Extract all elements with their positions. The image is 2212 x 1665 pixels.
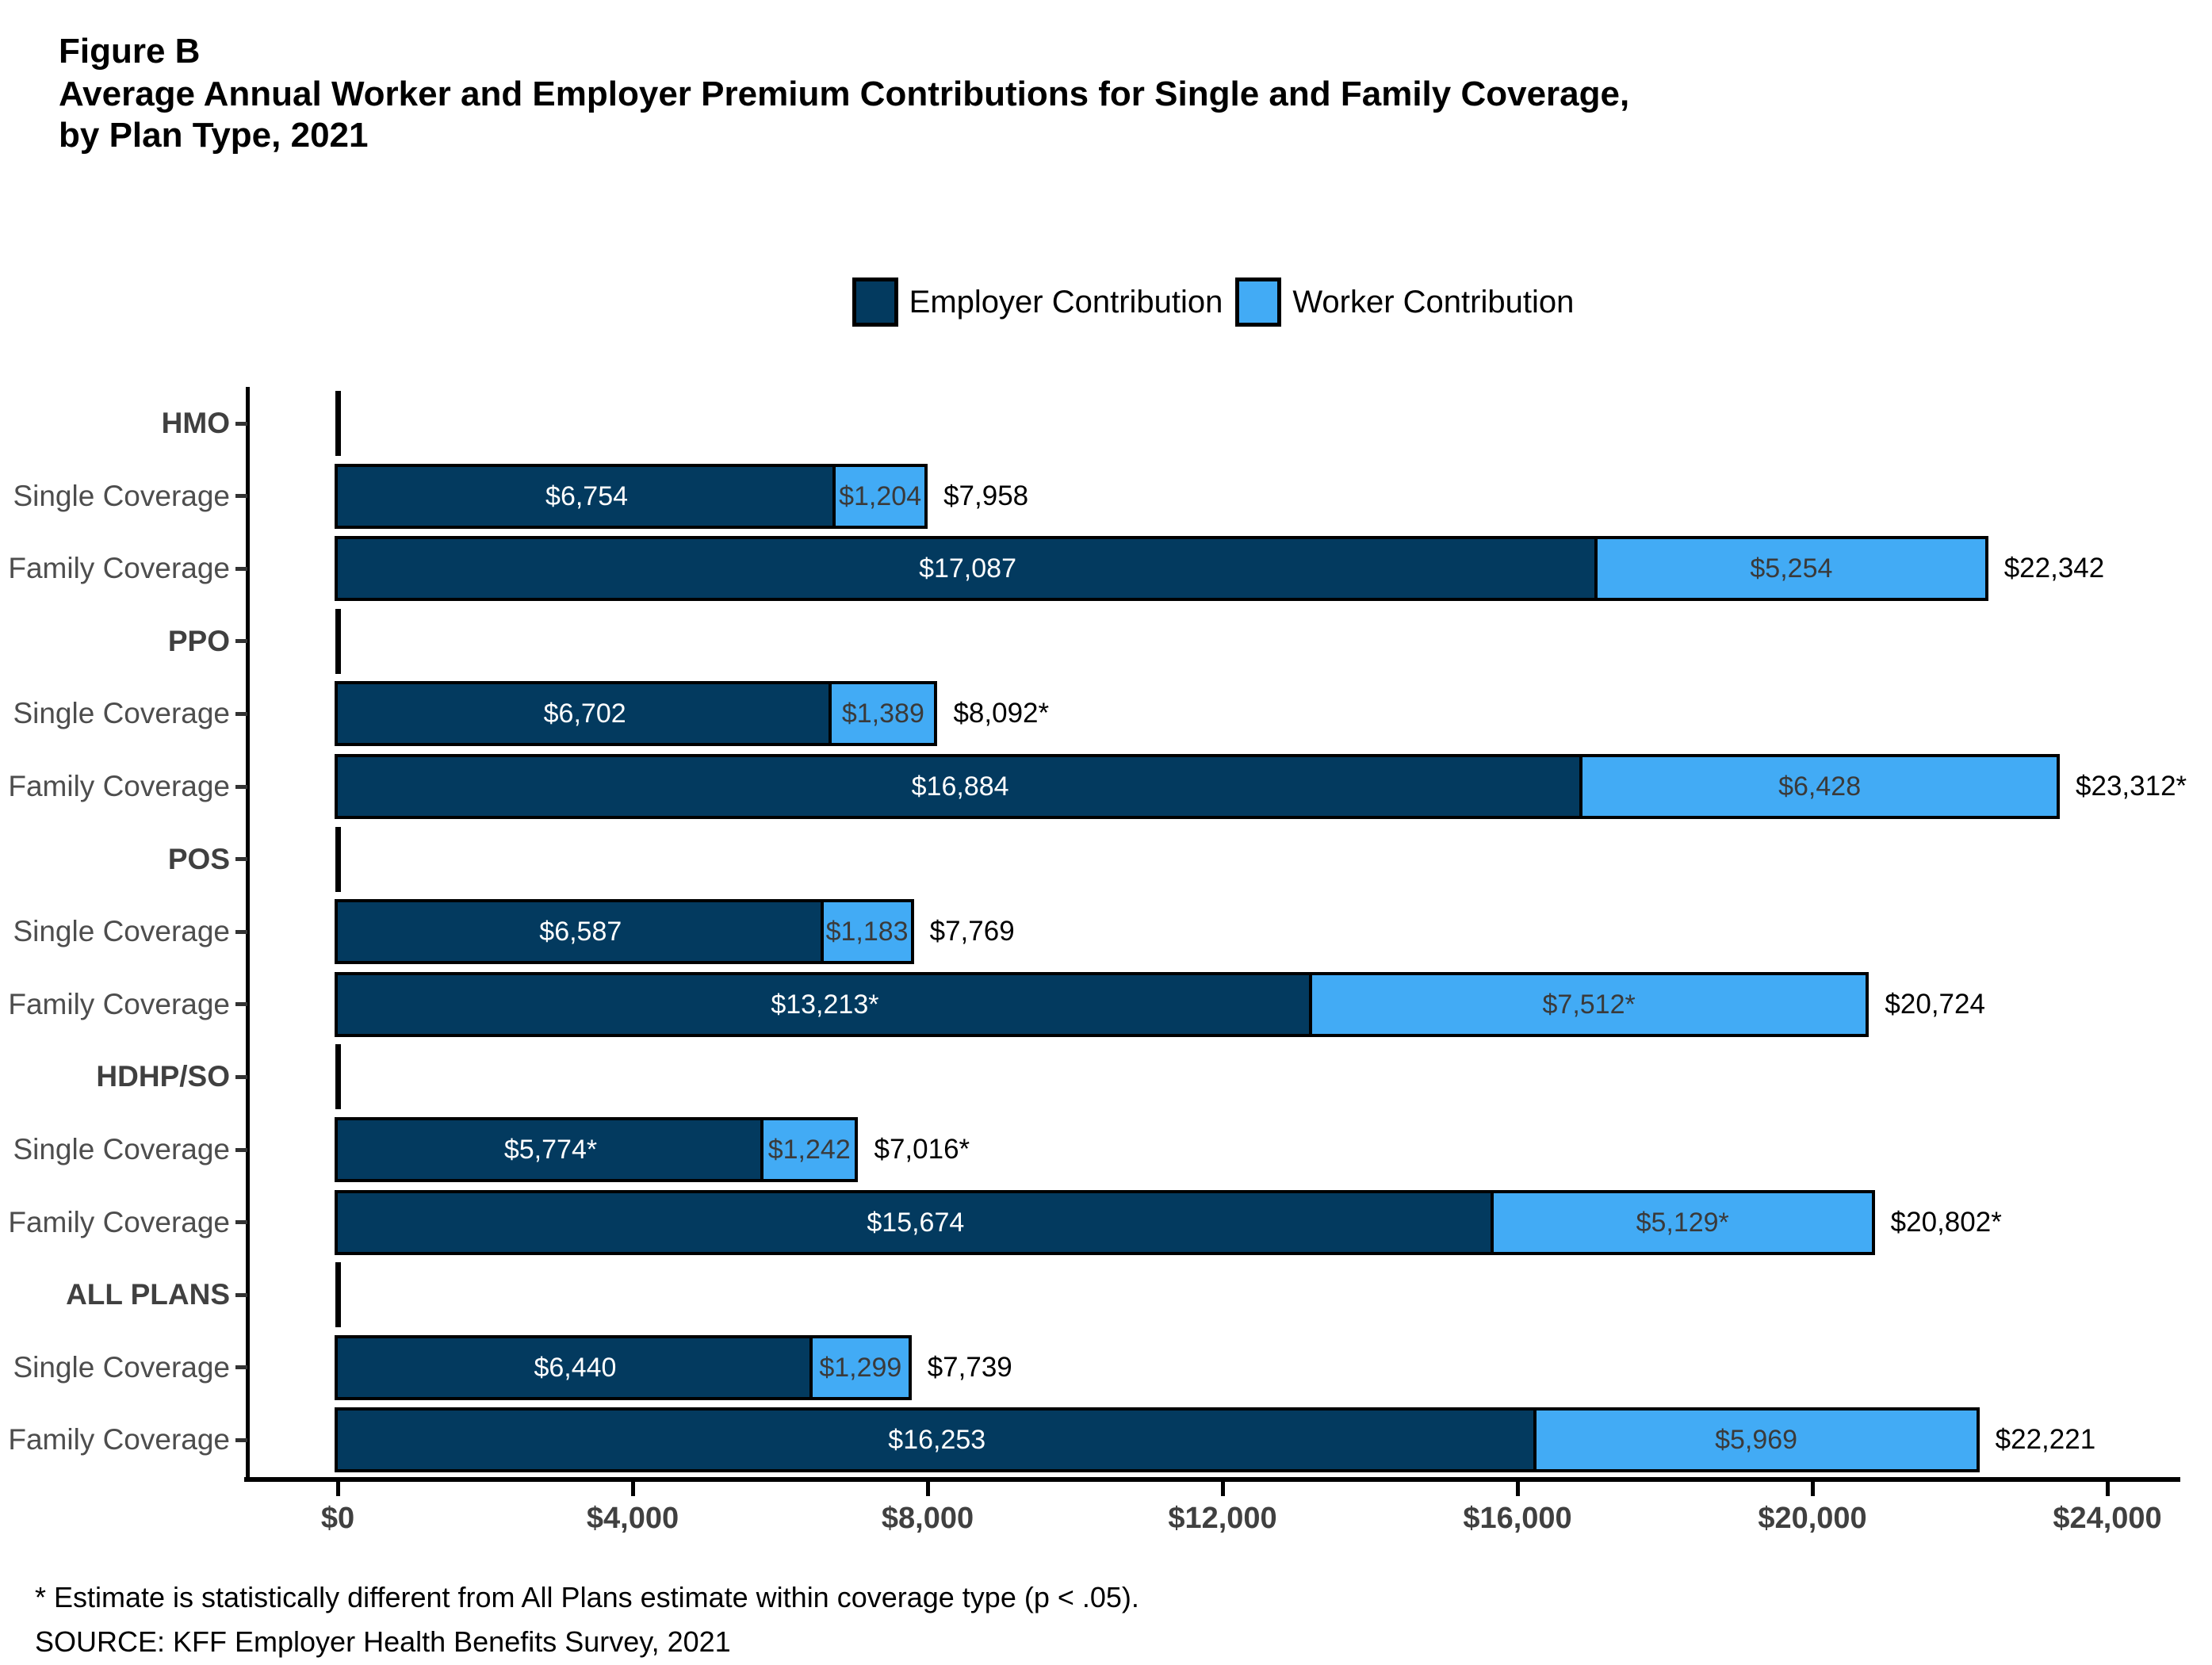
zero-baseline-mark	[335, 827, 341, 892]
x-tick	[1516, 1482, 1520, 1496]
x-tick	[631, 1482, 635, 1496]
x-tick	[1811, 1482, 1815, 1496]
y-label-group: POS	[167, 842, 230, 875]
y-label: Single Coverage	[13, 479, 230, 512]
y-tick	[235, 1075, 247, 1079]
total-label: $20,724	[1885, 988, 1985, 1020]
stacked-bar	[335, 754, 2060, 819]
y-tick	[235, 712, 247, 716]
zero-baseline-mark	[335, 1262, 341, 1327]
total-label: $7,769	[929, 916, 1015, 947]
stacked-bar	[335, 1190, 1875, 1255]
stacked-bar	[335, 1407, 1980, 1472]
y-tick	[235, 1438, 247, 1442]
employer-segment-label: $6,702	[543, 699, 626, 729]
stacked-bar	[335, 1335, 912, 1400]
stacked-bar	[335, 899, 914, 964]
x-tick-label: $4,000	[586, 1502, 679, 1535]
y-tick	[235, 1220, 247, 1224]
y-label: Family Coverage	[8, 552, 230, 585]
y-label: Single Coverage	[13, 1350, 230, 1384]
stacked-bar	[335, 681, 937, 746]
total-label: $7,739	[927, 1351, 1012, 1383]
y-label: Family Coverage	[8, 987, 230, 1020]
total-label: $22,342	[2003, 553, 2105, 584]
y-label: Single Coverage	[13, 915, 230, 948]
worker-segment: $5,969	[1533, 1410, 1977, 1469]
stacked-bar	[335, 972, 1869, 1037]
worker-segment: $1,242	[760, 1120, 855, 1179]
figure-label: Figure B	[59, 32, 201, 71]
worker-segment: $5,129*	[1491, 1193, 1872, 1252]
y-tick	[235, 930, 247, 934]
employer-segment-label: $16,253	[888, 1425, 986, 1456]
y-tick	[235, 1293, 247, 1297]
y-tick	[235, 422, 247, 426]
y-tick	[235, 567, 247, 571]
y-label: Family Coverage	[8, 1205, 230, 1238]
y-tick	[235, 494, 247, 498]
worker-segment: $6,428	[1579, 757, 2057, 816]
legend-label-worker: Worker Contribution	[1292, 284, 1575, 320]
x-axis-line	[244, 1477, 2180, 1482]
total-label: $7,016*	[874, 1134, 970, 1165]
zero-baseline-mark	[335, 609, 341, 674]
y-label-group: HMO	[161, 407, 230, 439]
worker-segment: $1,204	[832, 467, 924, 526]
employer-segment-label: $17,087	[919, 553, 1016, 584]
x-tick-label: $24,000	[2053, 1502, 2162, 1535]
employer-segment-label: $13,213*	[771, 989, 879, 1020]
x-tick-label: $8,000	[881, 1502, 974, 1535]
stacked-bar	[335, 1117, 858, 1182]
total-label: $22,221	[1995, 1424, 2096, 1456]
y-label: Family Coverage	[8, 1423, 230, 1456]
employer-segment-label: $6,587	[539, 917, 622, 947]
stacked-bar	[335, 464, 928, 529]
x-tick-label: $16,000	[1463, 1502, 1572, 1535]
y-axis-line	[246, 387, 250, 1482]
figure-title-line2: by Plan Type, 2021	[59, 116, 369, 155]
x-tick-label: $20,000	[1758, 1502, 1867, 1535]
worker-segment: $5,254	[1594, 539, 1985, 598]
x-tick	[2106, 1482, 2110, 1496]
y-label-group: PPO	[167, 624, 230, 657]
total-label: $23,312*	[2076, 771, 2187, 802]
y-tick	[235, 1002, 247, 1006]
total-label: $20,802*	[1890, 1206, 2002, 1238]
employer-segment-label: $5,774*	[503, 1135, 598, 1165]
x-tick-label: $12,000	[1168, 1502, 1277, 1535]
employer-segment-label: $6,754	[545, 480, 629, 511]
y-label: Family Coverage	[8, 770, 230, 802]
y-label-group: HDHP/SO	[96, 1060, 230, 1093]
stacked-bar	[335, 536, 1988, 601]
y-label: Single Coverage	[13, 1133, 230, 1166]
worker-segment: $7,512*	[1309, 975, 1866, 1034]
zero-baseline-mark	[335, 391, 341, 456]
figure-title-line1: Average Annual Worker and Employer Premium Contributions for Single and Family Coverage,	[59, 75, 1630, 113]
employer-segment-label: $6,440	[534, 1352, 617, 1383]
x-tick	[336, 1482, 340, 1496]
y-label: Single Coverage	[13, 697, 230, 730]
y-tick	[235, 785, 247, 789]
x-tick	[926, 1482, 930, 1496]
total-label: $7,958	[943, 480, 1029, 511]
employer-segment-label: $16,884	[911, 771, 1009, 802]
footnote-source: SOURCE: KFF Employer Health Benefits Survey, 2021	[35, 1625, 731, 1658]
zero-baseline-mark	[335, 1044, 341, 1109]
worker-segment: $1,389	[829, 684, 934, 743]
legend-label-employer: Employer Contribution	[909, 284, 1223, 320]
worker-segment: $1,299	[809, 1338, 909, 1397]
y-tick	[235, 1365, 247, 1369]
worker-segment: $1,183	[821, 902, 911, 961]
x-tick	[1221, 1482, 1225, 1496]
employer-segment-label: $15,674	[867, 1207, 965, 1238]
total-label: $8,092*	[953, 698, 1050, 729]
y-tick	[235, 1148, 247, 1152]
y-tick	[235, 857, 247, 861]
x-tick-label: $0	[320, 1502, 355, 1535]
y-tick	[235, 639, 247, 643]
y-label-group: ALL PLANS	[66, 1278, 230, 1311]
footnote-star: * Estimate is statistically different from All Plans estimate within coverage type (p < .05).	[35, 1581, 1139, 1613]
